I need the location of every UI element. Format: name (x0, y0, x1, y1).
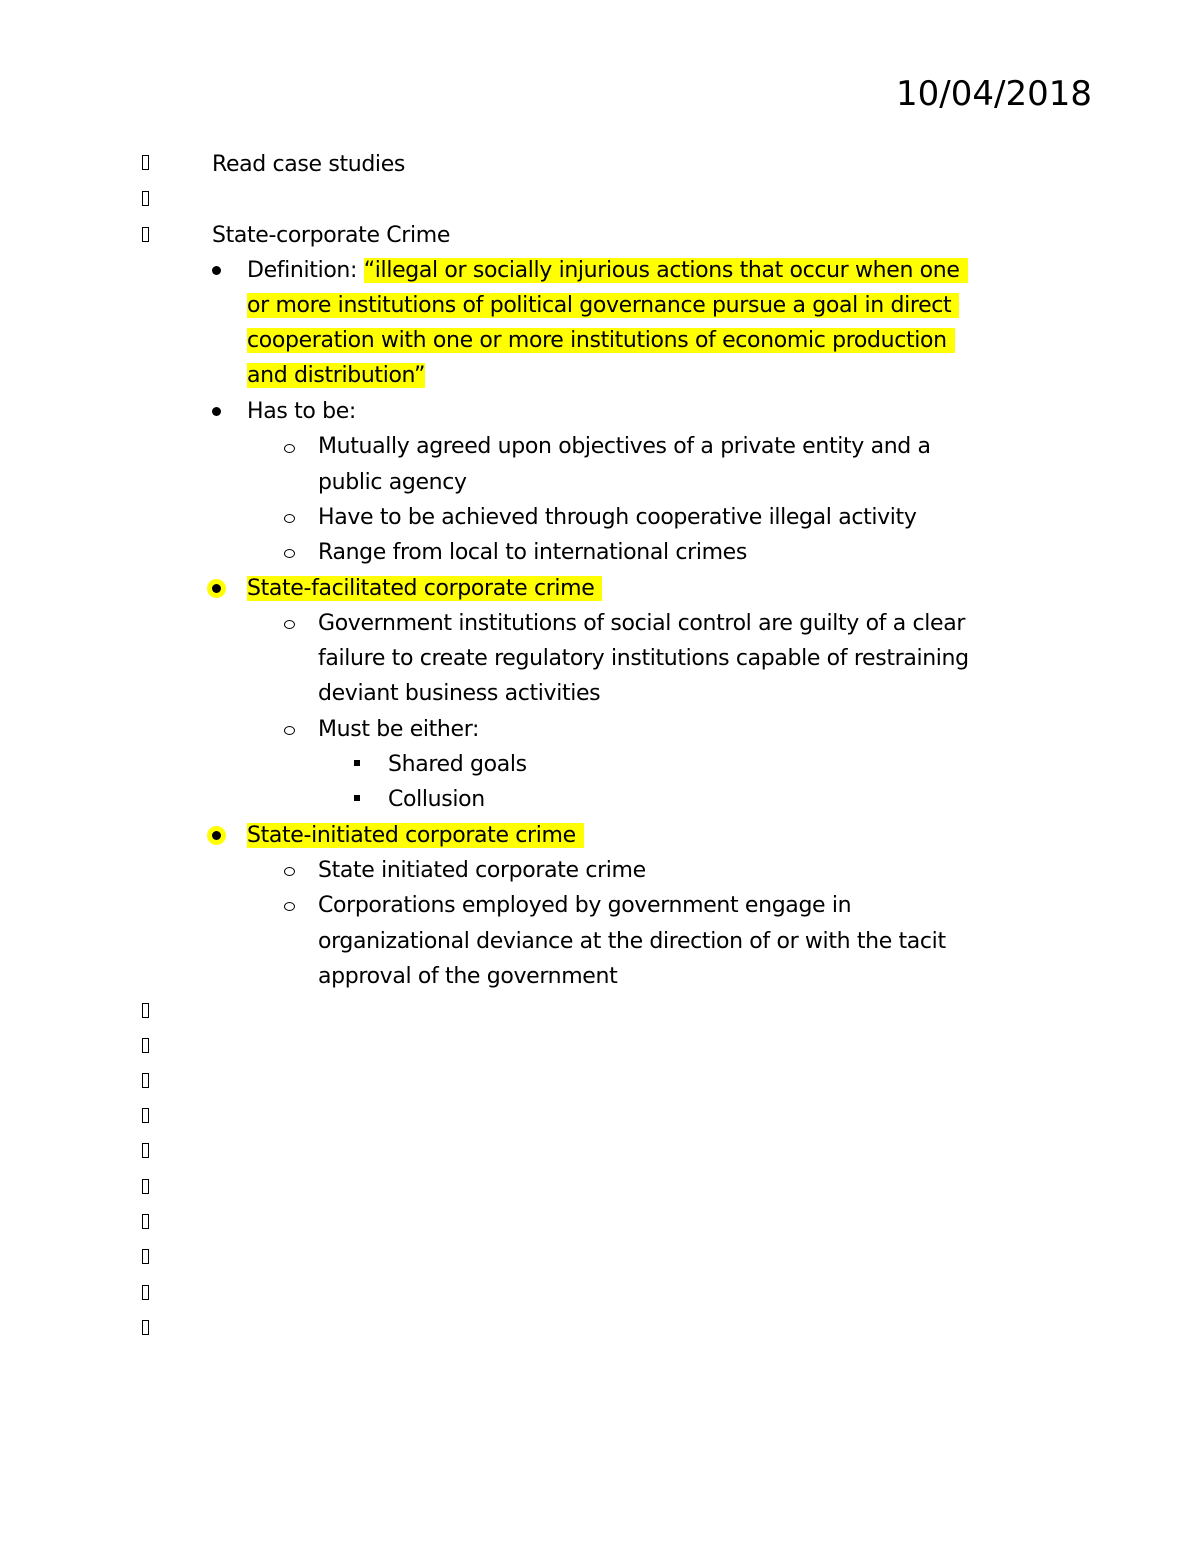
definition-line-3 (247, 323, 955, 358)
checkbox-glyph-icon (142, 1108, 149, 1123)
list-item-continued: deviant business activities (318, 681, 601, 706)
facilitated-heading-highlight: State-facilitated corporate crime (247, 576, 602, 601)
has-to-be-heading: Has to be: (247, 399, 356, 424)
section-title: State-corporate Crime (212, 223, 451, 248)
circle-bullet-icon (284, 902, 295, 911)
definition-text-highlight: cooperation with one or more institutions of economic production (247, 328, 955, 353)
definition-label: Definition: (247, 258, 364, 283)
list-item: Corporations employed by government engage in (318, 893, 852, 918)
definition-text-highlight: or more institutions of political governance pursue a goal in direct (247, 293, 959, 318)
checkbox-glyph-icon (142, 1003, 149, 1018)
definition-line-2 (247, 288, 959, 323)
initiated-heading-highlight: State-initiated corporate crime (247, 823, 584, 848)
square-bullet-icon (354, 795, 360, 801)
sub-list-item: Shared goals (388, 752, 527, 777)
checkbox-glyph-icon (142, 155, 149, 170)
circle-bullet-icon (284, 726, 295, 735)
checkbox-glyph-icon (142, 191, 149, 206)
list-item: Mutually agreed upon objectives of a private entity and a (318, 434, 931, 459)
circle-bullet-icon (284, 549, 295, 558)
bullet-icon (212, 266, 221, 275)
list-item: Have to be achieved through cooperative illegal activity (318, 505, 917, 530)
list-item-continued: approval of the government (318, 964, 618, 989)
circle-bullet-icon (284, 620, 295, 629)
bullet-icon (212, 407, 221, 416)
definition-line-4 (247, 358, 425, 393)
sub-list-item: Collusion (388, 787, 485, 812)
checkbox-glyph-icon (142, 1320, 149, 1335)
checkbox-glyph-icon (142, 1179, 149, 1194)
checkbox-glyph-icon (142, 1143, 149, 1158)
checkbox-glyph-icon (142, 227, 149, 242)
bullet-icon (212, 584, 221, 593)
list-item-continued: failure to create regulatory institutions capable of restraining (318, 646, 969, 671)
checkbox-glyph-icon (142, 1249, 149, 1264)
checkbox-glyph-icon (142, 1214, 149, 1229)
initiated-heading (247, 818, 584, 853)
circle-bullet-icon (284, 867, 295, 876)
circle-bullet-icon (284, 444, 295, 453)
list-item: Must be either: (318, 717, 480, 742)
circle-bullet-icon (284, 514, 295, 523)
list-item-continued: organizational deviance at the direction of or with the tacit (318, 929, 946, 954)
list-item: Range from local to international crimes (318, 540, 747, 565)
document-date: 10/04/2018 (896, 74, 1092, 114)
checkbox-glyph-icon (142, 1038, 149, 1053)
bullet-icon (212, 831, 221, 840)
definition-text-highlight: and distribution” (247, 363, 425, 388)
checkbox-glyph-icon (142, 1073, 149, 1088)
facilitated-heading (247, 571, 602, 606)
task-read-case-studies: Read case studies (212, 152, 405, 177)
list-item: Government institutions of social control are guilty of a clear (318, 611, 966, 636)
square-bullet-icon (354, 760, 360, 766)
definition-line-1 (247, 253, 968, 288)
list-item: State initiated corporate crime (318, 858, 646, 883)
checkbox-glyph-icon (142, 1285, 149, 1300)
list-item-continued: public agency (318, 470, 467, 495)
definition-text-highlight: “illegal or socially injurious actions that occur when one (364, 258, 968, 283)
